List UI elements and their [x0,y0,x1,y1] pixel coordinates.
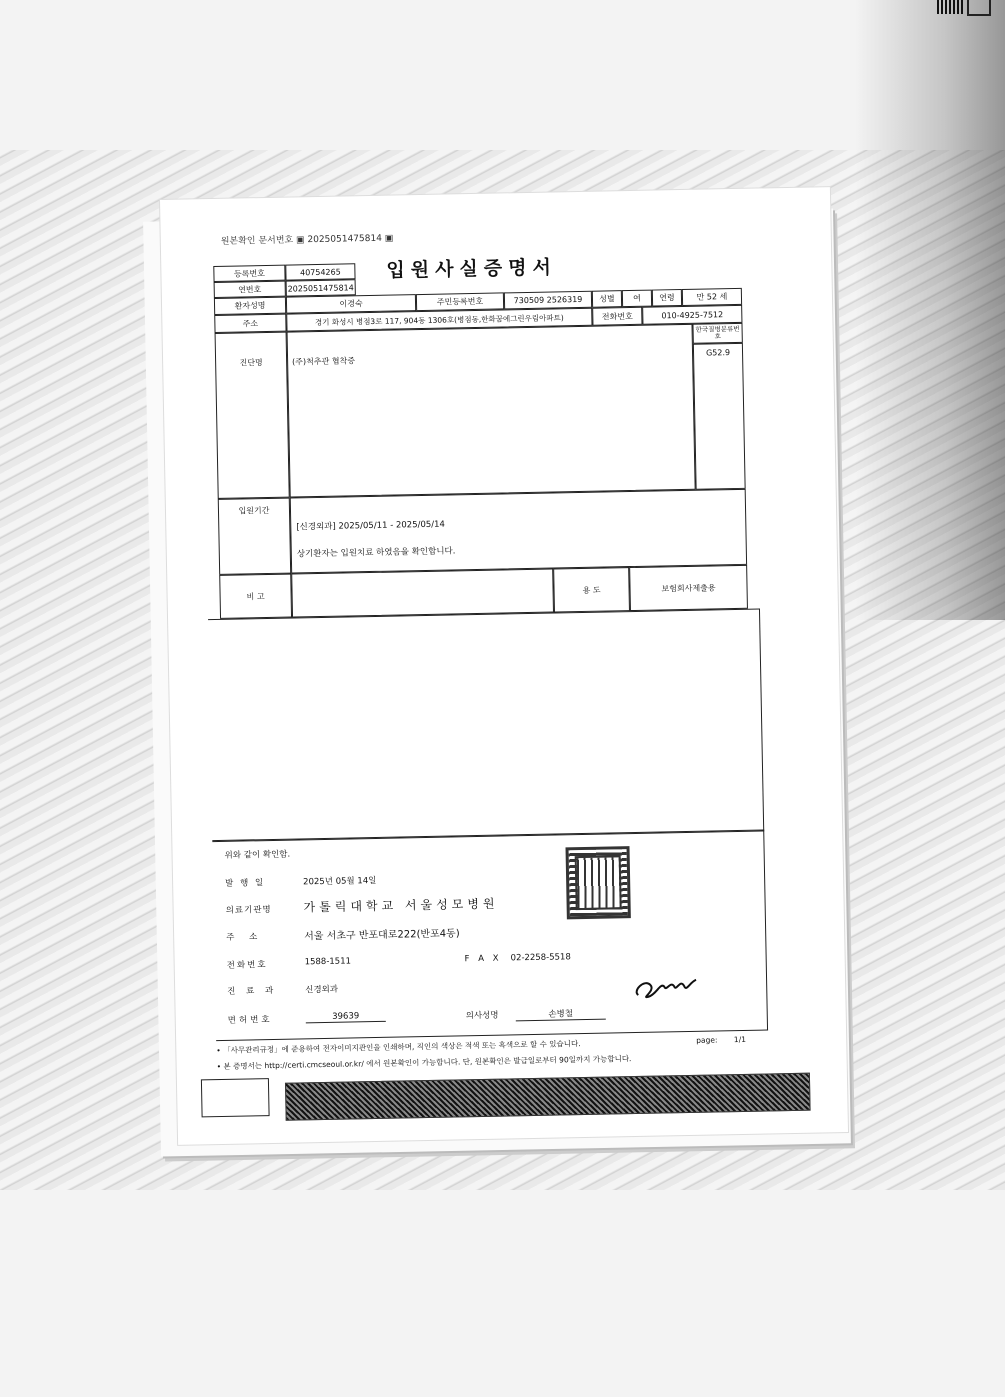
blank-area [208,609,764,842]
dept-label: 진 료 과 [227,985,278,997]
doctor-signature [630,972,701,1003]
doc-number-line: 원본확인 문서번호 ▣ 2025051475814 ▣ [220,233,394,247]
rrn-label-cell [416,292,504,311]
doctor-name: 손병철 [516,1007,606,1022]
footer-note-1-text: 「사무관리규정」에 준용하여 전자이미지관인을 인쇄하며, 직인의 색상은 적색 또는 흑색으로 할 수 있습니다. [223,1039,581,1055]
serial-label-cell [214,281,286,298]
scan-shadow [855,0,1005,620]
admission-confirm: 상기환자는 입원치료 하였음을 확인합니다. [296,546,456,560]
issuer-address: 서울 서초구 반포대로222(반포4동) [304,928,460,943]
remarks-cell [291,569,554,618]
issue-date: 2025년 05월 14일 [303,875,377,888]
admission-label-cell [218,498,291,575]
page-label: page: [696,1035,718,1045]
fax: 02-2258-5518 [510,952,571,964]
page-number: 1/1 [733,1034,747,1045]
serial: 2025051475814 [287,282,354,294]
admission-period: [신경외과] 2025/05/11 - 2025/05/14 [296,519,446,533]
official-seal-stamp [566,846,631,919]
dx-cell [287,324,696,498]
name-label-cell [214,297,286,315]
serial-label: 연번호 [238,284,262,295]
issuer-address-label: 주 소 [226,932,264,943]
certificate-page [160,187,848,1145]
corner-mark [967,0,991,16]
address: 경기 화성시 병점3로 117, 904동 1306호(병점동,한화꿈에그린우림아파트) [314,312,564,327]
doctor-label: 의사성명 [465,1010,499,1022]
address-label: 주소 [242,318,259,328]
tel: 1588-1511 [304,956,352,968]
footer-note-1: • 「사무관리규정」에 준용하여 전자이미지관인을 인쇄하며, 직인의 색상은 적색 또는 흑색으로 할 수 있습니다. [216,1039,581,1056]
age-label-cell [652,289,682,307]
sex-label-cell [592,290,622,308]
reg-no: 40754265 [299,267,341,277]
age: 만 52 세 [696,292,728,302]
reg-no-label-cell [213,265,285,282]
age-label: 연령 [659,293,675,303]
dx-label-cell [215,332,290,499]
confirm-text: 위와 같이 확인함. [224,849,291,861]
footer-note-2: • 본 증명서는 http://certi.cmcseoul.or.kr/ 에서 원본확인이 가능합니다. 단, 원본확인은 발급일로부터 90일까지 가능합니다. [216,1054,632,1072]
institution-label: 의료기관명 [225,904,272,916]
sex: 여 [633,293,641,303]
phone-cell [642,305,742,325]
rrn: 730509 2526319 [513,294,583,306]
address-label-cell [214,314,286,333]
fax-label: F A X [464,953,502,965]
reg-no-label: 등록번호 [233,268,265,279]
serial-cell [286,279,356,296]
purpose-label-cell [553,567,630,612]
phone: 010-4925-7512 [661,309,724,320]
institution: 가톨릭대학교 서울성모병원 [303,896,499,915]
phone-label-cell [592,307,642,326]
purpose-cell [629,565,748,611]
sex-label: 성별 [599,294,615,304]
license: 39639 [306,1011,386,1024]
patient-name: 이경숙 [339,299,363,309]
rrn-cell [504,291,592,310]
reg-no-cell [285,263,355,280]
kcd-cell [693,343,746,490]
issue-date-label: 발 행 일 [225,878,266,889]
kcd-code: G52.9 [705,348,731,358]
rrn-label: 주민등록번호 [436,296,484,307]
document-title: 입원사실증명서 [386,256,558,282]
admission-label: 입원기간 [238,505,270,516]
doc-number: 2025051475814 [307,233,383,246]
page-indicator [696,1035,746,1045]
kcd-label: 한국질병분류번호 [695,324,740,341]
doc-number-label: 원본확인 문서번호 [220,235,294,247]
remarks-label: 비 고 [246,591,265,601]
dept: 신경외과 [305,984,339,996]
age-cell [682,288,742,306]
phone-label: 전화번호 [601,311,633,322]
name-label: 환자성명 [234,300,266,311]
footer-note-2-text: 본 증명서는 http://certi.cmcseoul.or.kr/ 에서 원본확인이 가능합니다. 단, 원본확인은 발급일로부터 90일까지 가능합니다. [223,1054,632,1071]
dx-label: 진단명 [239,358,263,368]
sex-cell [622,290,652,308]
empty-box [201,1078,270,1117]
remarks-label-cell [219,574,292,619]
kcd-label-cell [692,323,742,344]
diagnosis: (주)척추관 협착증 [292,356,356,367]
barcode-fragment [937,0,965,14]
license-label: 면허번호 [227,1014,273,1026]
purpose: 보험회사제출용 [661,582,716,593]
verification-barcode [285,1073,811,1121]
purpose-label: 용 도 [582,585,601,595]
tel-label: 전화번호 [226,960,268,971]
